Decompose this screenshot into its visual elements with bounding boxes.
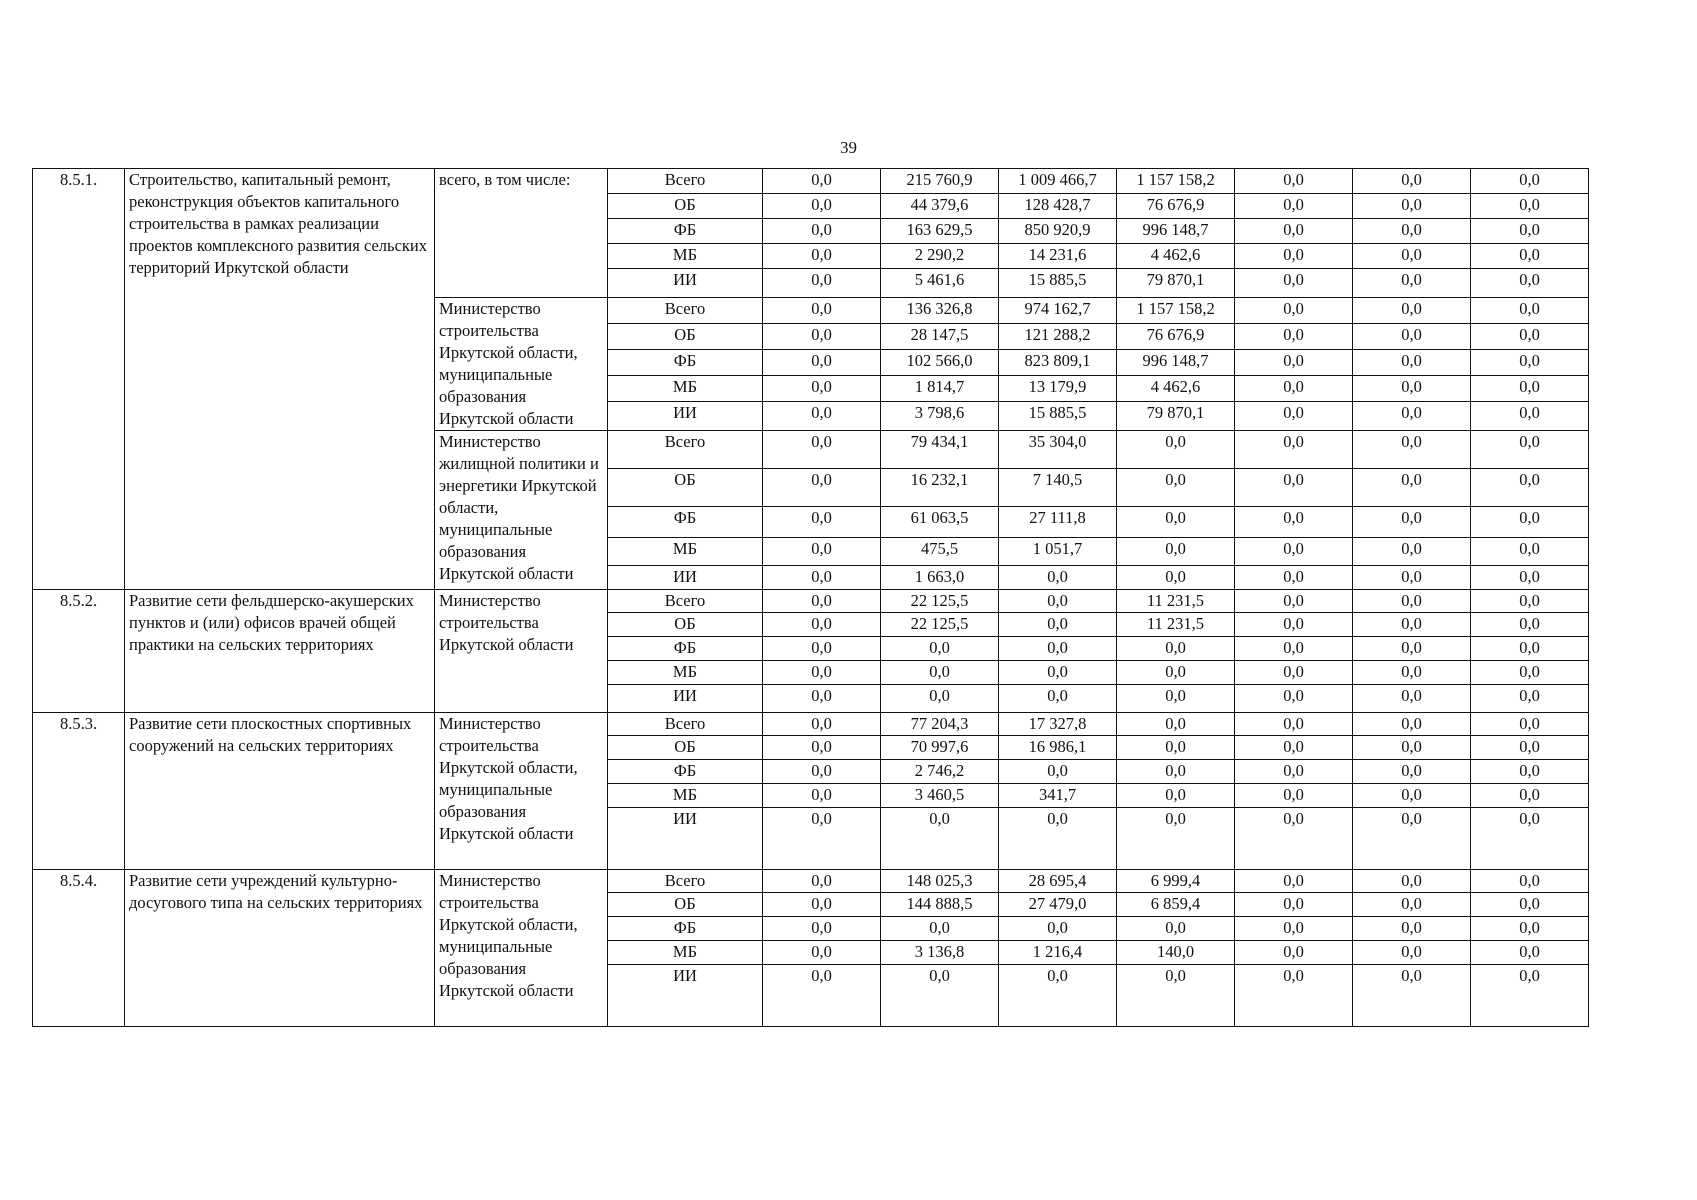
value-cell: 0,0 (1235, 893, 1353, 917)
value-cell: 27 479,0 (999, 893, 1117, 917)
value-cell: 850 920,9 (999, 219, 1117, 244)
value-cell: 0,0 (1117, 507, 1235, 538)
value-cell: 0,0 (1353, 713, 1471, 736)
value-cell: 3 460,5 (881, 784, 999, 808)
item-name: Развитие сети учреждений культурно-досугового типа на сельских территориях (125, 870, 435, 1027)
value-cell: 0,0 (1353, 661, 1471, 685)
value-cell: 0,0 (1235, 269, 1353, 298)
funding-source-cell: Всего (608, 713, 763, 736)
value-cell: 0,0 (1471, 507, 1589, 538)
value-cell: 0,0 (763, 736, 881, 760)
funding-source-cell: ИИ (608, 965, 763, 1027)
value-cell: 215 760,9 (881, 169, 999, 194)
value-cell: 0,0 (763, 194, 881, 219)
value-cell: 0,0 (881, 808, 999, 870)
value-cell: 341,7 (999, 784, 1117, 808)
value-cell: 0,0 (1353, 169, 1471, 194)
value-cell: 974 162,7 (999, 298, 1117, 324)
value-cell: 0,0 (1235, 713, 1353, 736)
funding-source-cell: Всего (608, 298, 763, 324)
value-cell: 0,0 (1235, 917, 1353, 941)
value-cell: 0,0 (763, 685, 881, 713)
value-cell: 0,0 (763, 870, 881, 893)
value-cell: 4 462,6 (1117, 244, 1235, 269)
value-cell: 0,0 (1235, 941, 1353, 965)
funding-source-cell: ФБ (608, 760, 763, 784)
value-cell: 0,0 (1117, 736, 1235, 760)
funding-source-cell: Всего (608, 169, 763, 194)
value-cell: 0,0 (1235, 736, 1353, 760)
value-cell: 0,0 (763, 244, 881, 269)
value-cell: 144 888,5 (881, 893, 999, 917)
value-cell: 0,0 (1471, 713, 1589, 736)
value-cell: 0,0 (1471, 893, 1589, 917)
value-cell: 0,0 (763, 401, 881, 430)
value-cell: 0,0 (1471, 323, 1589, 349)
funding-source-cell: ИИ (608, 401, 763, 430)
value-cell: 6 859,4 (1117, 893, 1235, 917)
value-cell: 0,0 (1471, 169, 1589, 194)
value-cell: 0,0 (1353, 685, 1471, 713)
item-name: Развитие сети фельдшерско-акушерских пунктов и (или) офисов врачей общей практики на сельских территориях (125, 590, 435, 713)
value-cell: 0,0 (999, 685, 1117, 713)
value-cell: 0,0 (1353, 941, 1471, 965)
executor-cell: Министерство строительства Иркутской области, муниципальные образования Иркутской области (435, 870, 608, 1027)
value-cell: 823 809,1 (999, 349, 1117, 375)
budget-table (32, 168, 1589, 1027)
value-cell: 0,0 (1471, 870, 1589, 893)
value-cell: 0,0 (1235, 661, 1353, 685)
funding-source-cell: МБ (608, 538, 763, 566)
value-cell: 0,0 (881, 965, 999, 1027)
funding-source-cell: ИИ (608, 269, 763, 298)
value-cell: 0,0 (763, 613, 881, 637)
value-cell: 16 232,1 (881, 469, 999, 507)
value-cell: 79 870,1 (1117, 401, 1235, 430)
value-cell: 996 148,7 (1117, 349, 1235, 375)
value-cell: 0,0 (1471, 349, 1589, 375)
value-cell: 0,0 (881, 685, 999, 713)
value-cell: 0,0 (1471, 784, 1589, 808)
value-cell: 0,0 (763, 349, 881, 375)
value-cell: 0,0 (763, 538, 881, 566)
funding-source-cell: ОБ (608, 893, 763, 917)
value-cell: 0,0 (1471, 566, 1589, 590)
value-cell: 121 288,2 (999, 323, 1117, 349)
value-cell: 44 379,6 (881, 194, 999, 219)
funding-source-cell: ФБ (608, 349, 763, 375)
value-cell: 27 111,8 (999, 507, 1117, 538)
value-cell: 0,0 (1471, 760, 1589, 784)
funding-source-cell: МБ (608, 244, 763, 269)
value-cell: 76 676,9 (1117, 323, 1235, 349)
value-cell: 0,0 (763, 323, 881, 349)
value-cell: 0,0 (1117, 431, 1235, 469)
value-cell: 140,0 (1117, 941, 1235, 965)
value-cell: 0,0 (1353, 590, 1471, 613)
value-cell: 0,0 (763, 566, 881, 590)
funding-source-cell: ИИ (608, 566, 763, 590)
value-cell: 0,0 (1235, 590, 1353, 613)
value-cell: 15 885,5 (999, 401, 1117, 430)
funding-source-cell: Всего (608, 590, 763, 613)
value-cell: 0,0 (1471, 298, 1589, 324)
value-cell: 1 663,0 (881, 566, 999, 590)
table-row (33, 713, 1589, 736)
value-cell: 0,0 (763, 219, 881, 244)
value-cell: 0,0 (763, 661, 881, 685)
value-cell: 11 231,5 (1117, 613, 1235, 637)
value-cell: 0,0 (763, 917, 881, 941)
executor-cell: Министерство строительства Иркутской области, муниципальные образования Иркутской области (435, 713, 608, 870)
value-cell: 3 798,6 (881, 401, 999, 430)
value-cell: 136 326,8 (881, 298, 999, 324)
value-cell: 0,0 (1353, 244, 1471, 269)
value-cell: 0,0 (1117, 566, 1235, 590)
funding-source-cell: ФБ (608, 507, 763, 538)
value-cell: 0,0 (1235, 784, 1353, 808)
value-cell: 0,0 (1235, 375, 1353, 401)
value-cell: 0,0 (999, 808, 1117, 870)
value-cell: 0,0 (1471, 736, 1589, 760)
value-cell: 14 231,6 (999, 244, 1117, 269)
value-cell: 0,0 (1235, 169, 1353, 194)
value-cell: 0,0 (1353, 760, 1471, 784)
value-cell: 0,0 (999, 613, 1117, 637)
value-cell: 0,0 (1117, 760, 1235, 784)
value-cell: 0,0 (1471, 917, 1589, 941)
item-code: 8.5.1. (33, 169, 125, 590)
value-cell: 0,0 (1117, 808, 1235, 870)
value-cell: 0,0 (1471, 808, 1589, 870)
value-cell: 0,0 (1235, 469, 1353, 507)
value-cell: 0,0 (1235, 760, 1353, 784)
value-cell: 0,0 (1471, 401, 1589, 430)
value-cell: 0,0 (1353, 736, 1471, 760)
value-cell: 0,0 (999, 661, 1117, 685)
value-cell: 0,0 (1353, 194, 1471, 219)
value-cell: 0,0 (1235, 965, 1353, 1027)
funding-source-cell: ОБ (608, 194, 763, 219)
value-cell: 0,0 (1353, 965, 1471, 1027)
value-cell: 0,0 (1471, 538, 1589, 566)
value-cell: 0,0 (1471, 590, 1589, 613)
funding-source-cell: Всего (608, 870, 763, 893)
value-cell: 0,0 (1235, 244, 1353, 269)
value-cell: 0,0 (1235, 808, 1353, 870)
value-cell: 0,0 (763, 507, 881, 538)
value-cell: 0,0 (1471, 661, 1589, 685)
value-cell: 0,0 (1235, 538, 1353, 566)
item-code: 8.5.4. (33, 870, 125, 1027)
value-cell: 61 063,5 (881, 507, 999, 538)
value-cell: 0,0 (1117, 917, 1235, 941)
value-cell: 22 125,5 (881, 613, 999, 637)
value-cell: 28 147,5 (881, 323, 999, 349)
table-row (33, 870, 1589, 893)
value-cell: 0,0 (1471, 375, 1589, 401)
value-cell: 0,0 (1471, 941, 1589, 965)
value-cell: 0,0 (1353, 870, 1471, 893)
item-code: 8.5.3. (33, 713, 125, 870)
value-cell: 16 986,1 (999, 736, 1117, 760)
value-cell: 2 746,2 (881, 760, 999, 784)
value-cell: 0,0 (763, 760, 881, 784)
value-cell: 0,0 (1117, 713, 1235, 736)
value-cell: 79 870,1 (1117, 269, 1235, 298)
executor-cell: всего, в том числе: (435, 169, 608, 298)
value-cell: 0,0 (1353, 637, 1471, 661)
value-cell: 76 676,9 (1117, 194, 1235, 219)
executor-cell: Министерство строительства Иркутской области, муниципальные образования Иркутской области (435, 298, 608, 431)
value-cell: 3 136,8 (881, 941, 999, 965)
funding-source-cell: МБ (608, 375, 763, 401)
value-cell: 0,0 (1117, 637, 1235, 661)
value-cell: 0,0 (881, 917, 999, 941)
value-cell: 77 204,3 (881, 713, 999, 736)
value-cell: 0,0 (763, 637, 881, 661)
value-cell: 0,0 (999, 760, 1117, 784)
value-cell: 0,0 (763, 965, 881, 1027)
value-cell: 0,0 (1353, 808, 1471, 870)
value-cell: 1 157 158,2 (1117, 298, 1235, 324)
value-cell: 0,0 (763, 893, 881, 917)
value-cell: 0,0 (763, 713, 881, 736)
funding-source-cell: ИИ (608, 808, 763, 870)
value-cell: 28 695,4 (999, 870, 1117, 893)
value-cell: 0,0 (1471, 194, 1589, 219)
funding-source-cell: МБ (608, 661, 763, 685)
page-number: 39 (840, 138, 857, 157)
value-cell: 0,0 (763, 469, 881, 507)
value-cell: 0,0 (999, 917, 1117, 941)
value-cell: 1 009 466,7 (999, 169, 1117, 194)
value-cell: 1 814,7 (881, 375, 999, 401)
value-cell: 0,0 (763, 808, 881, 870)
funding-source-cell: ФБ (608, 637, 763, 661)
value-cell: 0,0 (1353, 613, 1471, 637)
value-cell: 0,0 (1235, 194, 1353, 219)
value-cell: 4 462,6 (1117, 375, 1235, 401)
value-cell: 0,0 (763, 590, 881, 613)
value-cell: 22 125,5 (881, 590, 999, 613)
value-cell: 0,0 (1235, 685, 1353, 713)
value-cell: 0,0 (1353, 431, 1471, 469)
value-cell: 7 140,5 (999, 469, 1117, 507)
value-cell: 15 885,5 (999, 269, 1117, 298)
value-cell: 475,5 (881, 538, 999, 566)
value-cell: 5 461,6 (881, 269, 999, 298)
value-cell: 0,0 (1353, 219, 1471, 244)
value-cell: 0,0 (881, 661, 999, 685)
value-cell: 0,0 (999, 637, 1117, 661)
value-cell: 2 290,2 (881, 244, 999, 269)
value-cell: 1 051,7 (999, 538, 1117, 566)
funding-source-cell: ИИ (608, 685, 763, 713)
funding-source-cell: ОБ (608, 613, 763, 637)
funding-source-cell: ОБ (608, 469, 763, 507)
value-cell: 0,0 (1353, 784, 1471, 808)
value-cell: 0,0 (1117, 965, 1235, 1027)
value-cell: 0,0 (1471, 965, 1589, 1027)
value-cell: 79 434,1 (881, 431, 999, 469)
funding-source-cell: МБ (608, 784, 763, 808)
value-cell: 0,0 (1353, 893, 1471, 917)
value-cell: 0,0 (1353, 469, 1471, 507)
value-cell: 13 179,9 (999, 375, 1117, 401)
value-cell: 1 216,4 (999, 941, 1117, 965)
value-cell: 0,0 (1235, 613, 1353, 637)
value-cell: 0,0 (1353, 298, 1471, 324)
value-cell: 0,0 (1353, 349, 1471, 375)
value-cell: 1 157 158,2 (1117, 169, 1235, 194)
value-cell: 0,0 (1471, 219, 1589, 244)
value-cell: 0,0 (1235, 637, 1353, 661)
value-cell: 0,0 (1117, 469, 1235, 507)
value-cell: 0,0 (1235, 566, 1353, 590)
value-cell: 0,0 (763, 431, 881, 469)
value-cell: 0,0 (1353, 401, 1471, 430)
value-cell: 0,0 (1117, 784, 1235, 808)
value-cell: 0,0 (999, 965, 1117, 1027)
value-cell: 0,0 (763, 298, 881, 324)
value-cell: 0,0 (1235, 323, 1353, 349)
value-cell: 0,0 (1235, 870, 1353, 893)
executor-cell: Министерство жилищной политики и энергетики Иркутской области, муниципальные образования Иркутской области (435, 431, 608, 590)
value-cell: 148 025,3 (881, 870, 999, 893)
item-code: 8.5.2. (33, 590, 125, 713)
value-cell: 163 629,5 (881, 219, 999, 244)
value-cell: 0,0 (1235, 431, 1353, 469)
value-cell: 0,0 (1471, 637, 1589, 661)
value-cell: 0,0 (1235, 219, 1353, 244)
value-cell: 0,0 (1117, 538, 1235, 566)
table-row (33, 590, 1589, 613)
value-cell: 6 999,4 (1117, 870, 1235, 893)
value-cell: 0,0 (1471, 469, 1589, 507)
value-cell: 0,0 (1117, 661, 1235, 685)
value-cell: 0,0 (1353, 507, 1471, 538)
value-cell: 11 231,5 (1117, 590, 1235, 613)
funding-source-cell: ОБ (608, 323, 763, 349)
value-cell: 102 566,0 (881, 349, 999, 375)
value-cell: 0,0 (1353, 269, 1471, 298)
value-cell: 0,0 (1353, 917, 1471, 941)
value-cell: 0,0 (1235, 401, 1353, 430)
value-cell: 0,0 (763, 941, 881, 965)
value-cell: 0,0 (763, 375, 881, 401)
value-cell: 0,0 (1471, 613, 1589, 637)
funding-source-cell: ФБ (608, 917, 763, 941)
item-name: Строительство, капитальный ремонт, реконструкция объектов капитального строительства в рамках реализации проектов комплексного развития сельских территорий Иркутской области (125, 169, 435, 590)
funding-source-cell: МБ (608, 941, 763, 965)
value-cell: 0,0 (1353, 566, 1471, 590)
value-cell: 0,0 (763, 784, 881, 808)
value-cell: 0,0 (1471, 685, 1589, 713)
value-cell: 35 304,0 (999, 431, 1117, 469)
value-cell: 17 327,8 (999, 713, 1117, 736)
value-cell: 70 997,6 (881, 736, 999, 760)
value-cell: 0,0 (763, 169, 881, 194)
value-cell: 0,0 (881, 637, 999, 661)
value-cell: 0,0 (1235, 349, 1353, 375)
value-cell: 0,0 (1235, 507, 1353, 538)
value-cell: 0,0 (1471, 244, 1589, 269)
executor-cell: Министерство строительства Иркутской области (435, 590, 608, 713)
funding-source-cell: ОБ (608, 736, 763, 760)
funding-source-cell: ФБ (608, 219, 763, 244)
value-cell: 996 148,7 (1117, 219, 1235, 244)
value-cell: 0,0 (999, 590, 1117, 613)
value-cell: 0,0 (1353, 375, 1471, 401)
value-cell: 0,0 (1471, 269, 1589, 298)
value-cell: 0,0 (1117, 685, 1235, 713)
value-cell: 0,0 (763, 269, 881, 298)
value-cell: 0,0 (1353, 538, 1471, 566)
value-cell: 0,0 (1353, 323, 1471, 349)
item-name: Развитие сети плоскостных спортивных сооружений на сельских территориях (125, 713, 435, 870)
table-row (33, 169, 1589, 194)
value-cell: 0,0 (1235, 298, 1353, 324)
funding-source-cell: Всего (608, 431, 763, 469)
value-cell: 128 428,7 (999, 194, 1117, 219)
value-cell: 0,0 (1471, 431, 1589, 469)
value-cell: 0,0 (999, 566, 1117, 590)
